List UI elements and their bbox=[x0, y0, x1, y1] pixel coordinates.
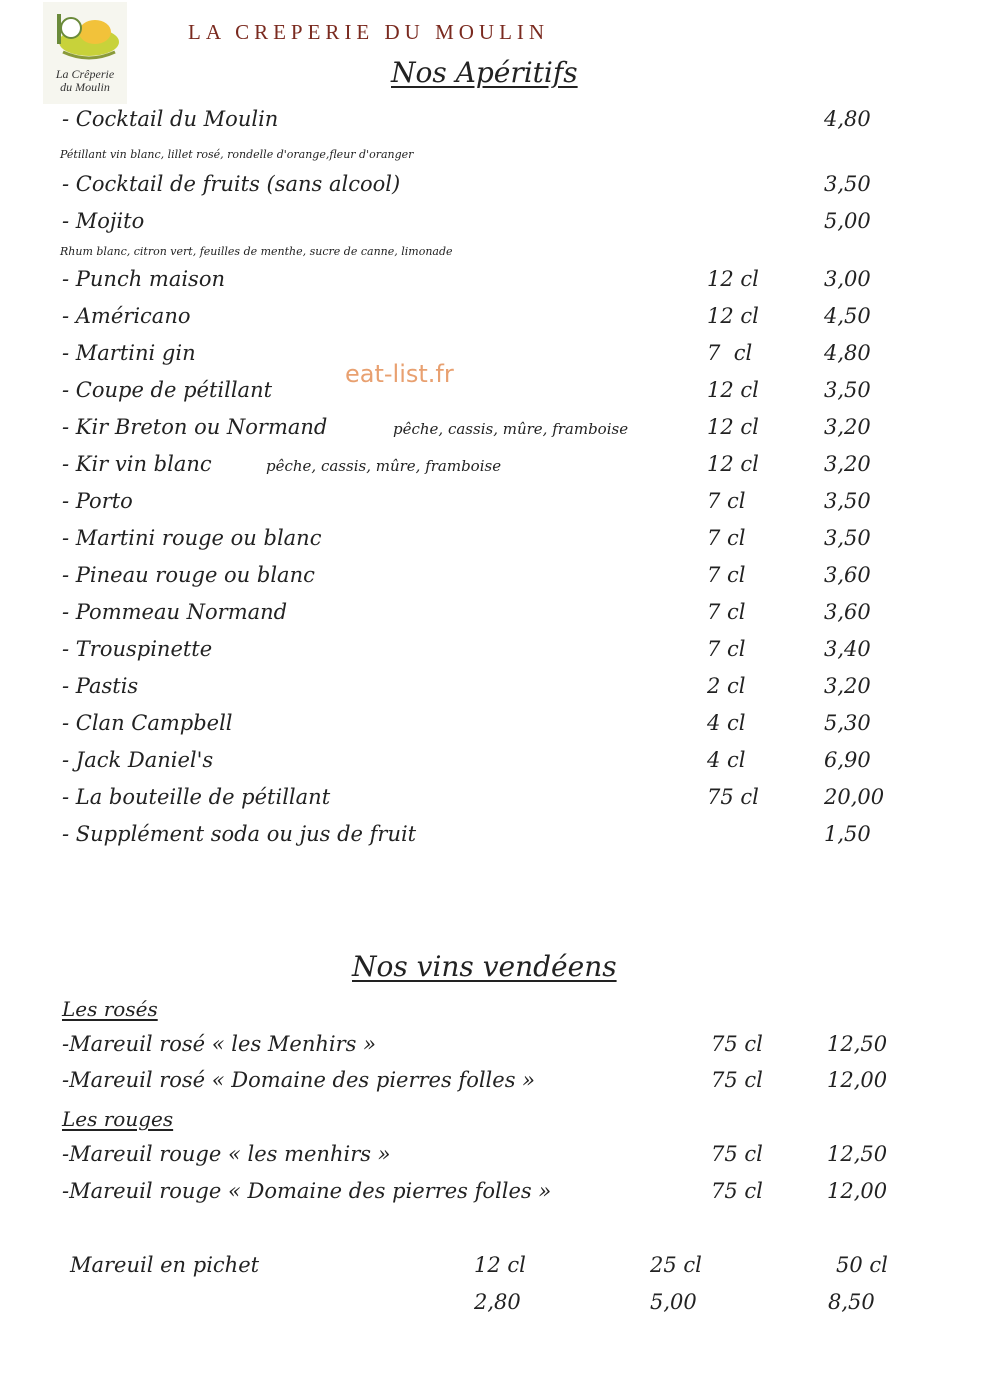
wine-name: -Mareuil rosé « Domaine des pierres folles » bbox=[62, 1068, 536, 1092]
aperitif-price: 3,20 bbox=[824, 452, 871, 476]
aperitif-volume: 7 cl bbox=[707, 563, 746, 587]
aperitif-price: 6,90 bbox=[824, 748, 871, 772]
wine-name: -Mareuil rouge « Domaine des pierres folles » bbox=[62, 1179, 552, 1203]
wine-volume: 75 cl bbox=[711, 1142, 763, 1166]
aperitif-volume: 12 cl bbox=[707, 452, 759, 476]
aperitif-price: 1,50 bbox=[824, 822, 871, 846]
aperitif-price: 5,30 bbox=[824, 711, 871, 735]
pichet-price: 8,50 bbox=[828, 1290, 875, 1314]
wine-price: 12,50 bbox=[827, 1032, 888, 1056]
aperitif-name: - Kir vin blanc bbox=[62, 452, 212, 476]
wine-name: -Mareuil rosé « les Menhirs » bbox=[62, 1032, 376, 1056]
aperitif-price: 20,00 bbox=[824, 785, 885, 809]
roses-section-title: Les rosés bbox=[62, 997, 158, 1021]
pichet-price: 5,00 bbox=[650, 1290, 697, 1314]
aperitif-name: - Cocktail du Moulin bbox=[62, 107, 279, 131]
aperitif-volume: 12 cl bbox=[707, 267, 759, 291]
pichet-size: 12 cl bbox=[474, 1253, 526, 1277]
pichet-size: 50 cl bbox=[836, 1253, 888, 1277]
aperitif-volume: 4 cl bbox=[707, 748, 746, 772]
aperitif-price: 3,20 bbox=[824, 415, 871, 439]
wine-price: 12,00 bbox=[827, 1068, 888, 1092]
aperitif-name: - Trouspinette bbox=[62, 637, 213, 661]
wine-name: -Mareuil rouge « les menhirs » bbox=[62, 1142, 391, 1166]
aperitif-volume: 75 cl bbox=[707, 785, 759, 809]
aperitif-flavors: pêche, cassis, mûre, framboise bbox=[393, 420, 629, 438]
pichet-price: 2,80 bbox=[474, 1290, 521, 1314]
aperitif-volume: 7 cl bbox=[707, 341, 753, 365]
aperitif-name: - Pastis bbox=[62, 674, 139, 698]
aperitif-volume: 12 cl bbox=[707, 415, 759, 439]
wine-price: 12,00 bbox=[827, 1179, 888, 1203]
pichet-size: 25 cl bbox=[650, 1253, 702, 1277]
aperitif-price: 4,80 bbox=[824, 341, 871, 365]
pichet-label: Mareuil en pichet bbox=[70, 1253, 260, 1277]
wine-volume: 75 cl bbox=[711, 1179, 763, 1203]
wine-volume: 75 cl bbox=[711, 1032, 763, 1056]
aperitif-name: - Mojito bbox=[62, 209, 145, 233]
aperitif-price: 3,20 bbox=[824, 674, 871, 698]
aperitif-name: - Porto bbox=[62, 489, 133, 513]
aperitif-name: - Pommeau Normand bbox=[62, 600, 288, 624]
mojito-note: Rhum blanc, citron vert, feuilles de menthe, sucre de canne, limonade bbox=[60, 245, 453, 258]
restaurant-name-header: LA CREPERIE DU MOULIN bbox=[188, 20, 550, 44]
restaurant-logo bbox=[43, 2, 127, 104]
aperitif-volume: 7 cl bbox=[707, 526, 746, 550]
aperitif-price: 3,50 bbox=[824, 489, 871, 513]
rouges-section-title: Les rouges bbox=[62, 1107, 174, 1131]
crepe-logo-icon bbox=[49, 8, 121, 68]
aperitif-name: - Supplément soda ou jus de fruit bbox=[62, 822, 417, 846]
aperitif-price: 3,60 bbox=[824, 563, 871, 587]
aperitif-price: 3,50 bbox=[824, 378, 871, 402]
wines-title: Nos vins vendéens bbox=[352, 950, 617, 983]
aperitif-name: - Coupe de pétillant bbox=[62, 378, 273, 402]
wine-price: 12,50 bbox=[827, 1142, 888, 1166]
aperitif-price: 3,40 bbox=[824, 637, 871, 661]
aperitif-price: 4,80 bbox=[824, 107, 871, 131]
aperitif-price: 5,00 bbox=[824, 209, 871, 233]
aperitif-volume: 7 cl bbox=[707, 600, 746, 624]
aperitif-name: - Pineau rouge ou blanc bbox=[62, 563, 315, 587]
aperitif-price: 3,50 bbox=[824, 172, 871, 196]
aperitif-volume: 4 cl bbox=[707, 711, 746, 735]
aperitif-name: - Martini gin bbox=[62, 341, 196, 365]
aperitif-price: 3,60 bbox=[824, 600, 871, 624]
cocktail-moulin-note: Pétillant vin blanc, lillet rosé, rondelle d'orange,fleur d'oranger bbox=[60, 148, 414, 161]
aperitif-name: - Jack Daniel's bbox=[62, 748, 214, 772]
aperitif-volume: 7 cl bbox=[707, 489, 746, 513]
aperitif-price: 3,00 bbox=[824, 267, 871, 291]
aperitif-name: - Américano bbox=[62, 304, 191, 328]
watermark: eat-list.fr bbox=[345, 360, 454, 388]
wine-volume: 75 cl bbox=[711, 1068, 763, 1092]
aperitif-price: 3,50 bbox=[824, 526, 871, 550]
aperitif-volume: 12 cl bbox=[707, 378, 759, 402]
aperitif-name: - Clan Campbell bbox=[62, 711, 233, 735]
aperitifs-title: Nos Apéritifs bbox=[391, 56, 578, 89]
aperitif-volume: 12 cl bbox=[707, 304, 759, 328]
aperitif-volume: 7 cl bbox=[707, 637, 746, 661]
logo-text-line1: La Crêperie bbox=[55, 67, 115, 81]
aperitif-volume: 2 cl bbox=[707, 674, 746, 698]
logo-text-line2: du Moulin bbox=[60, 80, 110, 94]
aperitif-name: - Cocktail de fruits (sans alcool) bbox=[62, 172, 401, 196]
aperitif-price: 4,50 bbox=[824, 304, 871, 328]
aperitif-name: - La bouteille de pétillant bbox=[62, 785, 331, 809]
aperitif-name: - Punch maison bbox=[62, 267, 226, 291]
aperitif-name: - Martini rouge ou blanc bbox=[62, 526, 322, 550]
aperitif-name: - Kir Breton ou Normand bbox=[62, 415, 328, 439]
aperitif-flavors: pêche, cassis, mûre, framboise bbox=[266, 457, 502, 475]
